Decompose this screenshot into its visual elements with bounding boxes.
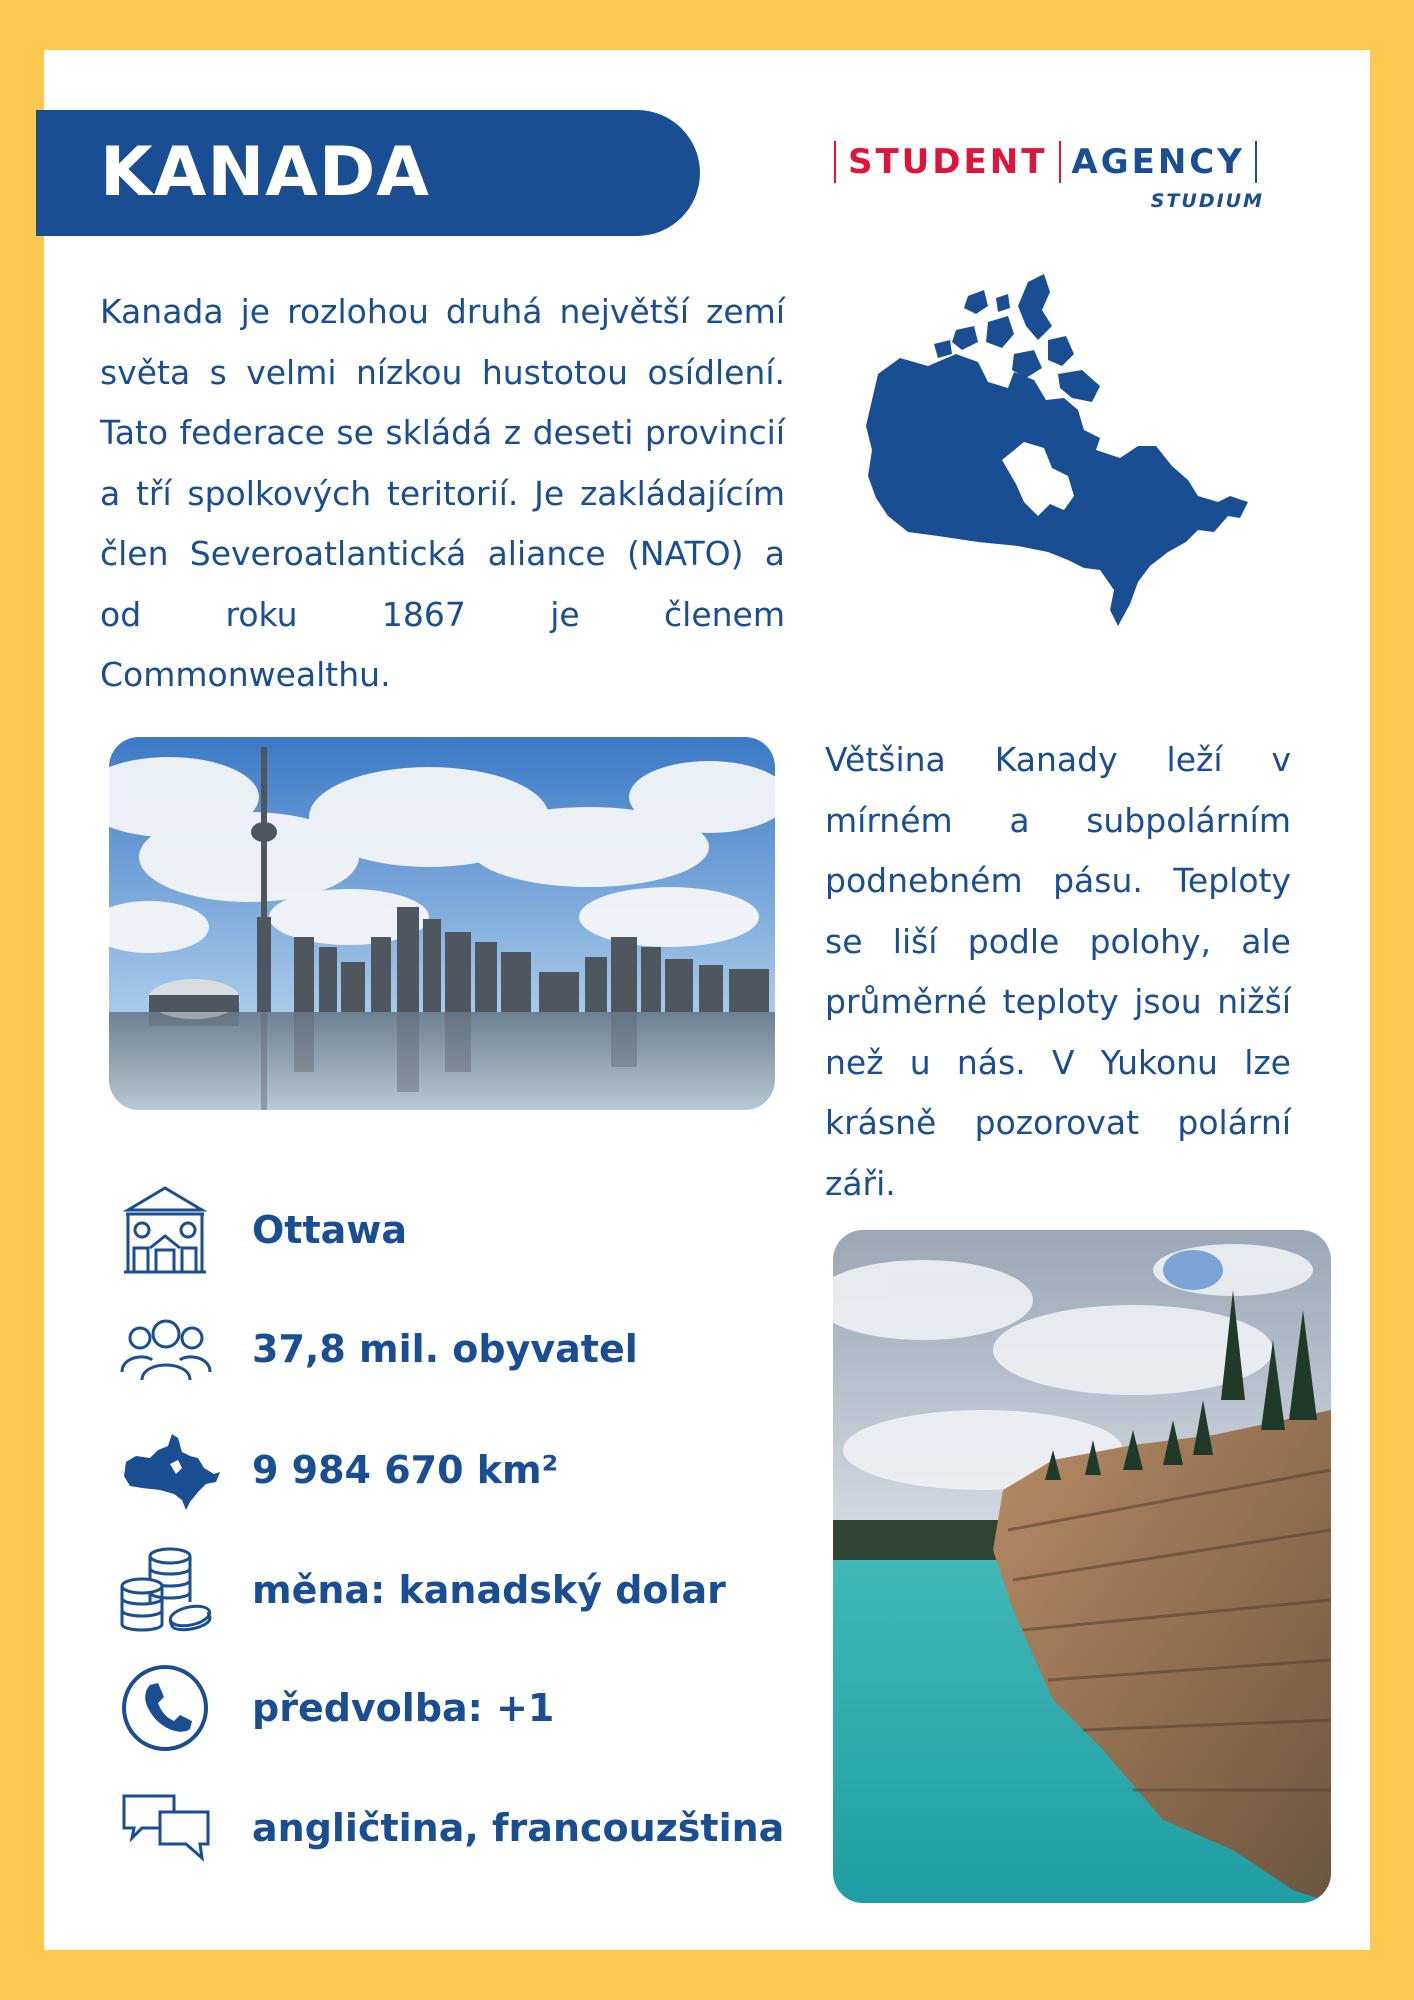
- fact-languages: [120, 1778, 800, 1878]
- speech-bubbles-icon: [120, 1778, 230, 1878]
- phone-icon: [120, 1658, 230, 1758]
- people-icon: [120, 1299, 230, 1399]
- canada-map-icon: [838, 270, 1278, 640]
- building-icon: [120, 1180, 230, 1280]
- logo-brand-right: AGENCY: [1071, 142, 1245, 182]
- fact-capital-text: Ottawa: [252, 1208, 408, 1252]
- intro-paragraph: Kanada je rozlohou druhá největší zemí světa s velmi nízkou hustotou osídlení. Tato federace se skládá z deseti provincií a tří spolkových teritorií. Je zakládajícím člen Severoatlantická aliance (NATO) a od roku 1867 je členem Commonwealthu.: [100, 292, 785, 694]
- climate-paragraph: Většina Kanady leží v mírném a subpolárním podnebném pásu. Teploty se liší podle polohy, ale průměrné teploty jsou nižší než u nás. V Yukonu lze krásně pozorovat polární záři.: [825, 740, 1291, 1203]
- fact-area: [120, 1420, 800, 1520]
- logo-brand-left: STUDENT: [848, 142, 1048, 182]
- fact-currency: [120, 1540, 800, 1640]
- page-title: KANADA: [100, 133, 430, 212]
- fact-population-text: 37,8 mil. obyvatel: [252, 1327, 638, 1371]
- fact-currency-text: měna: kanadský dolar: [252, 1568, 726, 1612]
- fact-languages-text: angličtina, francouzština: [252, 1806, 785, 1850]
- fact-area-text: 9 984 670 km²: [252, 1448, 559, 1492]
- toronto-skyline-photo: [109, 737, 775, 1110]
- canyon-river-image: [833, 1230, 1331, 1903]
- fact-population: [120, 1299, 800, 1399]
- title-banner: [36, 110, 700, 236]
- coins-icon: [120, 1540, 230, 1640]
- athabasca-canyon-photo: [833, 1230, 1331, 1903]
- logo-subtitle: STUDIUM: [1150, 190, 1264, 212]
- fact-dialing-code: [120, 1658, 800, 1758]
- student-agency-logo: [834, 140, 1270, 216]
- fact-dialing-code-text: předvolba: +1: [252, 1686, 555, 1730]
- logo-divider: [1255, 141, 1257, 183]
- canada-map-icon: [120, 1420, 230, 1520]
- fact-capital: [120, 1180, 800, 1280]
- toronto-skyline-image: [109, 737, 775, 1110]
